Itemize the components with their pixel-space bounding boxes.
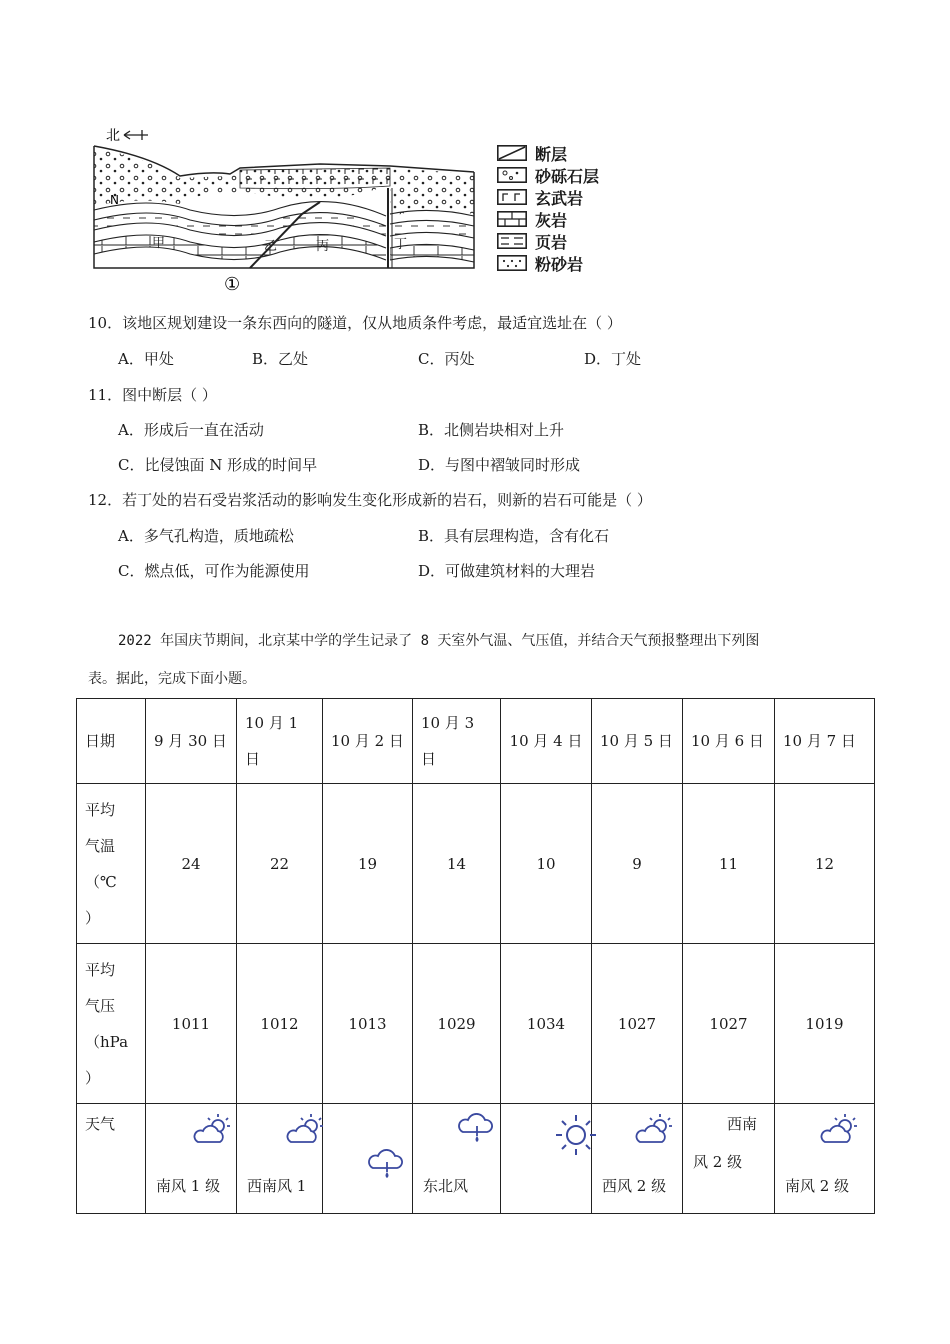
date-row (77, 699, 875, 784)
rock-label-jia: 甲 (152, 236, 166, 251)
wind-label: 南风 1 级 (156, 1177, 221, 1195)
rock-label-bing: 丙 (316, 239, 330, 254)
legend-label: 砂砾石层 (535, 166, 600, 186)
pressure-cell: 1029 (413, 944, 501, 1104)
q11-option-a[interactable]: A．形成后一直在活动 (118, 421, 264, 439)
intro-line-1: 2022 年国庆节期间，北京某中学的学生记录了 8 天室外气温、气压值，并结合天气预报整理出下列图 (118, 633, 760, 649)
question-12-stem: 12．若丁处的岩石受岩浆活动的影响发生变化形成新的岩石，则新的岩石可能是（ ） (88, 491, 652, 509)
q10-option-a[interactable]: A．甲处 (118, 350, 174, 368)
partly-cloudy-icon (819, 1112, 859, 1146)
temperature-cell: 12 (775, 784, 875, 944)
weather-cell (146, 1104, 237, 1214)
limestone-swatch-icon (497, 211, 527, 227)
weather-cell (775, 1104, 875, 1214)
legend-label: 断层 (535, 144, 568, 164)
temperature-row (77, 784, 875, 944)
legend-siltstone (497, 252, 583, 274)
temperature-cell: 22 (237, 784, 323, 944)
date-cell: 10 月 5 日 (592, 699, 683, 784)
q10-option-c[interactable]: C．丙处 (418, 350, 475, 368)
pressure-cell: 1012 (237, 944, 323, 1104)
date-cell: 10 月 3 日 (413, 699, 501, 784)
north-arrow-icon (124, 130, 148, 140)
weather-cell (237, 1104, 323, 1214)
question-10-stem: 10．该地区规划建设一条东西向的隧道，仅从地质条件考虑，最适宜选址在（ ） (88, 314, 622, 332)
pressure-cell: 1019 (775, 944, 875, 1104)
weather-cell (413, 1104, 501, 1214)
legend-label: 灰岩 (535, 210, 568, 230)
legend-limestone (497, 208, 567, 230)
temperature-cell: 24 (146, 784, 237, 944)
wind-label: 南风 2 级 (785, 1177, 850, 1195)
q11-option-d[interactable]: D．与图中褶皱同时形成 (418, 456, 581, 474)
legend-shale (497, 230, 567, 252)
siltstone-swatch-icon (497, 255, 527, 271)
wind-label: 西风 2 级 (602, 1177, 667, 1195)
q12-option-d[interactable]: D．可做建筑材料的大理岩 (418, 562, 596, 580)
date-cell: 10 月 6 日 (683, 699, 775, 784)
erosion-surface-label: N (110, 193, 119, 207)
weather-row (77, 1104, 875, 1214)
q10-option-d[interactable]: D．丁处 (584, 350, 642, 368)
legend-gravel (497, 164, 599, 186)
pressure-cell: 1013 (323, 944, 413, 1104)
date-cell: 10 月 7 日 (775, 699, 875, 784)
q12-option-c[interactable]: C．燃点低，可作为能源使用 (118, 562, 310, 580)
row-header-date: 日期 (77, 699, 146, 784)
q10-option-b[interactable]: B．乙处 (252, 350, 309, 368)
question-11-stem: 11．图中断层（ ） (88, 386, 217, 404)
weather-cell (683, 1104, 775, 1214)
q11-option-c[interactable]: C．比侵蚀面 N 形成的时间早 (118, 456, 318, 474)
pressure-cell: 1034 (501, 944, 592, 1104)
q11-option-b[interactable]: B．北侧岩块相对上升 (418, 421, 565, 439)
temperature-cell: 9 (592, 784, 683, 944)
pressure-row (77, 944, 875, 1104)
partly-cloudy-icon (285, 1112, 325, 1146)
legend-label: 粉砂岩 (535, 254, 584, 274)
fault-swatch-icon (497, 145, 527, 161)
gravel-swatch-icon (497, 167, 527, 183)
wind-label: 东北风 (423, 1177, 469, 1195)
shale-swatch-icon (497, 233, 527, 249)
legend-label: 玄武岩 (535, 188, 584, 208)
date-cell: 9 月 30 日 (146, 699, 237, 784)
rock-label-ding: 丁 (394, 237, 408, 252)
row-header-pressure: 平均 气压 （hPa ） (77, 944, 146, 1104)
north-label: 北 (106, 128, 120, 144)
weather-table (76, 698, 875, 1214)
basalt-swatch-icon (497, 189, 527, 205)
partly-cloudy-icon (192, 1112, 232, 1146)
q12-option-a[interactable]: A．多气孔构造，质地疏松 (118, 527, 294, 545)
rock-label-yi: 乙 (264, 239, 278, 254)
date-cell: 10 月 2 日 (323, 699, 413, 784)
wind-label: 风 2 级 (693, 1153, 743, 1171)
pressure-cell: 1027 (592, 944, 683, 1104)
temperature-cell: 11 (683, 784, 775, 944)
date-cell: 10 月 1 日 (237, 699, 323, 784)
weather-cell (323, 1104, 413, 1214)
rain-cloud-icon (457, 1110, 497, 1144)
rain-cloud-icon (367, 1146, 407, 1180)
wind-label: 西南风 1 (247, 1177, 307, 1195)
q12-option-b[interactable]: B．具有层理构造，含有化石 (418, 527, 610, 545)
legend-label: 页岩 (535, 232, 568, 252)
row-header-temperature: 平均 气温 （℃ ） (77, 784, 146, 944)
wind-label: 西南 (727, 1115, 758, 1133)
intro-line-2: 表。据此，完成下面小题。 (88, 671, 256, 687)
pressure-cell: 1027 (683, 944, 775, 1104)
intro-paragraph (88, 622, 878, 698)
temperature-cell: 14 (413, 784, 501, 944)
pressure-cell: 1011 (146, 944, 237, 1104)
temperature-cell: 10 (501, 784, 592, 944)
weather-cell (592, 1104, 683, 1214)
partly-cloudy-icon (634, 1112, 674, 1146)
row-header-weather: 天气 (77, 1104, 146, 1214)
legend-basalt (497, 186, 583, 208)
date-cell: 10 月 4 日 (501, 699, 592, 784)
geologic-cross-section (90, 126, 490, 296)
fault-marker-label: ① (224, 274, 241, 295)
weather-cell (501, 1104, 592, 1214)
temperature-cell: 19 (323, 784, 413, 944)
legend-fault (497, 142, 567, 164)
